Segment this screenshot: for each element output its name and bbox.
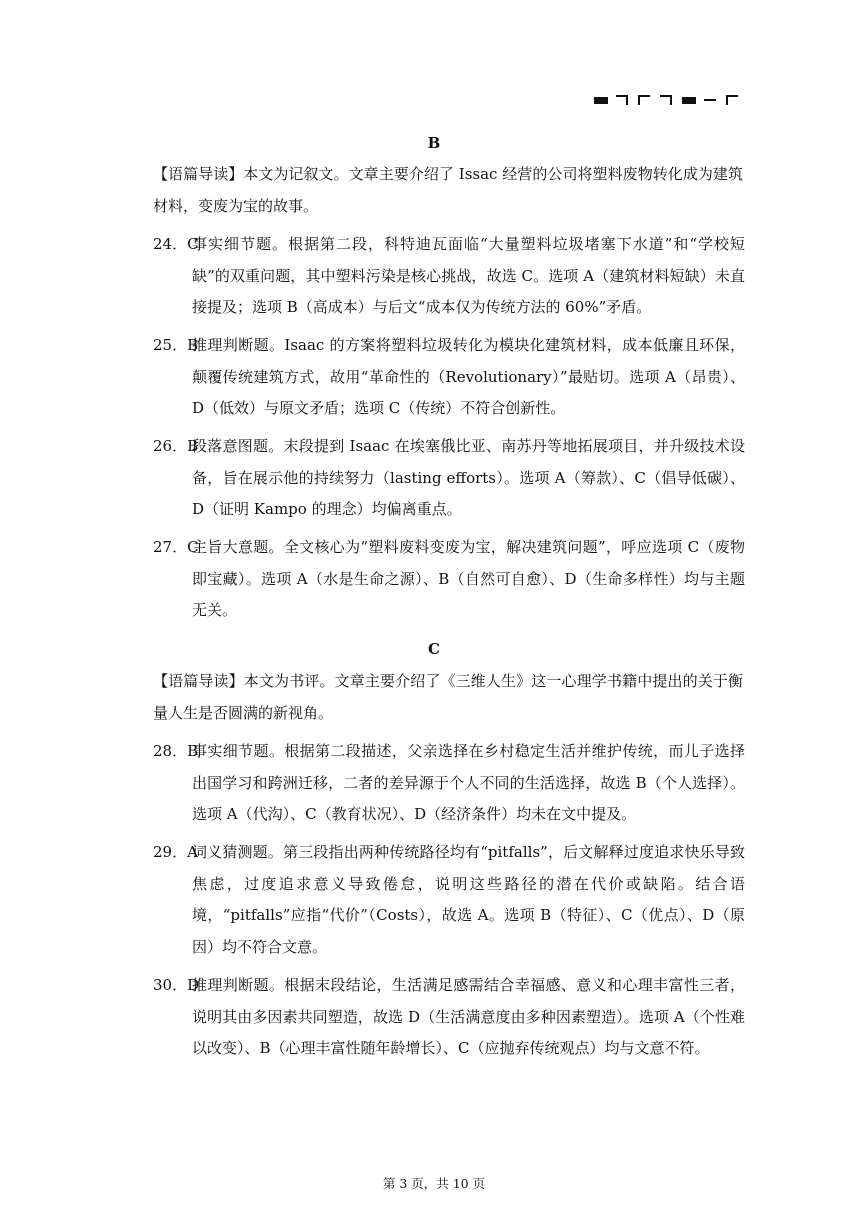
mark-dash-icon bbox=[704, 99, 716, 101]
answer-number: 25．B bbox=[153, 336, 199, 354]
answer-number: 24．C bbox=[153, 235, 199, 253]
answer-explanation: 事实细节题。根据第二段描述，父亲选择在乡村稳定生活并维护传统，而儿子选择出国学习和跨洲迁移，二者的差异源于个人不同的生活选择，故选 B（个人选择）。选项 A（代沟）、C（教育状况）、D（经济条件）均未在文中提及。 bbox=[192, 742, 745, 823]
answer-number: 29．A bbox=[153, 843, 198, 861]
answer-item bbox=[153, 431, 745, 526]
answer-item bbox=[153, 736, 745, 831]
answer-explanation: 词义猜测题。第三段指出两种传统路径均有“pitfalls”，后文解释过度追求快乐导致焦虑，过度追求意义导致倦怠，说明这些路径的潜在代价或缺陷。结合语境，“pitfalls”应指“代价”（Costs），故选 A。选项 B（特征）、C（优点）、D（原因）均不符合文意。 bbox=[192, 843, 745, 956]
answer-explanation: 推理判断题。Isaac 的方案将塑料垃圾转化为模块化建筑材料，成本低廉且环保，颠覆传统建筑方式，故用“革命性的（Revolutionary）”最贴切。选项 A（昂贵）、D（低效）与原文矛盾；选项 C（传统）不符合创新性。 bbox=[192, 336, 745, 417]
section-intro: 【语篇导读】本文为书评。文章主要介绍了《三维人生》这一心理学书籍中提出的关于衡量人生是否圆满的新视角。 bbox=[153, 672, 743, 722]
answer-explanation: 事实细节题。根据第二段，科特迪瓦面临“大量塑料垃圾堵塞下水道”和“学校短缺”的双重问题，其中塑料污染是核心挑战，故选 C。选项 A（建筑材料短缺）未直接提及；选项 B（高成本）与后文“成本仅为传统方法的 60%”矛盾。 bbox=[192, 235, 745, 316]
answer-number: 26．B bbox=[153, 437, 199, 455]
header-registration-marks bbox=[594, 93, 746, 107]
mark-corner-icon bbox=[638, 95, 650, 105]
answer-explanation: 推理判断题。根据末段结论，生活满足感需结合幸福感、意义和心理丰富性三者，说明其由多因素共同塑造，故选 D（生活满意度由多种因素塑造）。选项 A（个性难以改变）、B（心理丰富性随年龄增长）、C（应抛弃传统观点）均与文意不符。 bbox=[192, 976, 745, 1057]
mark-block-icon bbox=[594, 97, 608, 104]
mark-corner-icon bbox=[660, 95, 672, 105]
answer-item bbox=[153, 330, 745, 425]
answer-number: 27．C bbox=[153, 538, 199, 556]
answer-explanation: 段落意图题。末段提到 Isaac 在埃塞俄比亚、南苏丹等地拓展项目，并升级技术设备，旨在展示他的持续努力（lasting efforts）。选项 A（筹款）、C（倡导低碳）、D（证明 Kampo 的理念）均偏离重点。 bbox=[192, 437, 745, 518]
mark-corner-icon bbox=[726, 95, 738, 105]
answer-item bbox=[153, 532, 745, 627]
answer-explanation: 主旨大意题。全文核心为“塑料废料变废为宝，解决建筑问题”，呼应选项 C（废物即宝藏）。选项 A（水是生命之源）、B（自然可自愈）、D（生命多样性）均与主题无关。 bbox=[192, 538, 745, 619]
page-footer: 第 3 页，共 10 页 bbox=[382, 1176, 486, 1191]
answer-item bbox=[153, 970, 745, 1065]
answer-item bbox=[153, 837, 745, 963]
answer-number: 30．D bbox=[153, 976, 200, 994]
section-title: B bbox=[427, 134, 441, 152]
answer-number: 28．B bbox=[153, 742, 199, 760]
answer-item bbox=[153, 229, 745, 324]
section-title: C bbox=[428, 640, 440, 658]
mark-block-icon bbox=[682, 97, 696, 104]
mark-corner-icon bbox=[616, 95, 628, 105]
section-intro: 【语篇导读】本文为记叙文。文章主要介绍了 Issac 经营的公司将塑料废物转化成为建筑材料，变废为宝的故事。 bbox=[153, 165, 743, 215]
